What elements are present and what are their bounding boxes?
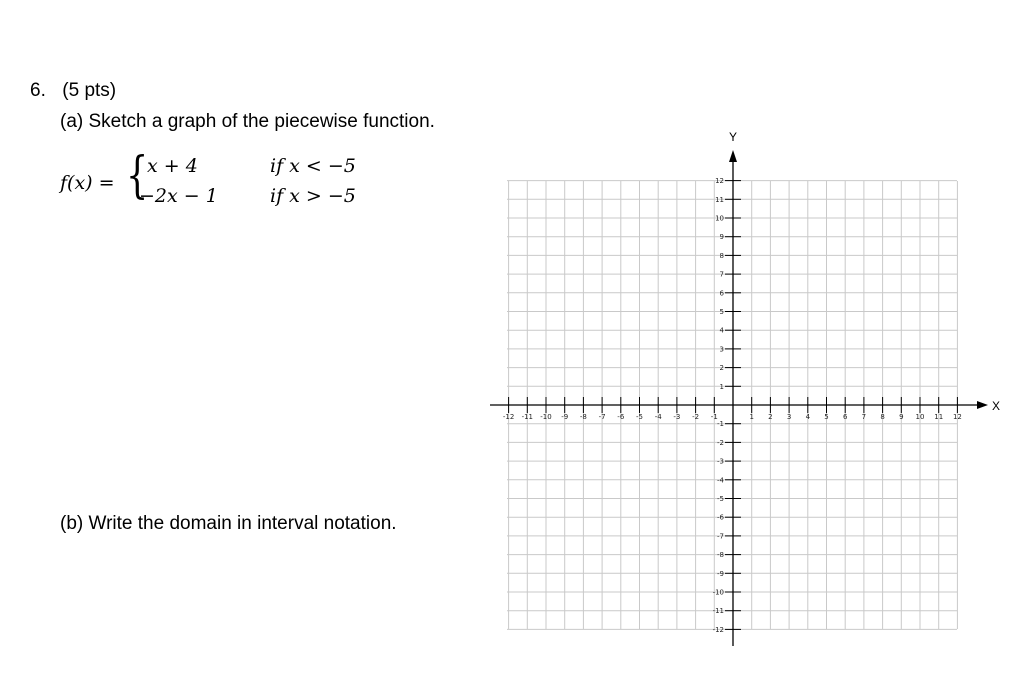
y-tick-label: -11 [712, 607, 724, 616]
function-lhs: f(x) = [60, 172, 115, 194]
part-b-prompt: (b) Write the domain in interval notation. [60, 513, 397, 534]
y-tick-label: -12 [712, 625, 724, 634]
x-tick-label: 9 [899, 413, 904, 421]
y-tick-label: -1 [717, 420, 724, 429]
x-tick-label: -3 [673, 413, 681, 421]
x-tick-label: 6 [842, 413, 848, 421]
y-tick-label: -7 [717, 532, 724, 541]
x-tick-label: 5 [824, 413, 829, 421]
x-tick-label: -10 [540, 413, 552, 421]
x-tick-label: -2 [692, 413, 700, 421]
x-tick-label: -6 [617, 413, 625, 421]
x-tick-label: 3 [786, 413, 792, 421]
x-tick-label: 12 [952, 413, 962, 421]
y-tick-label: -3 [717, 457, 724, 466]
x-tick-label: 10 [915, 413, 925, 421]
case2-expression: −2x − 1 [139, 185, 218, 207]
y-tick-label: 9 [719, 233, 724, 242]
x-tick-label: -5 [636, 413, 643, 421]
y-tick-label: -10 [712, 588, 724, 597]
y-tick-label: -4 [717, 476, 724, 485]
case1-condition: if x < −5 [270, 155, 356, 177]
y-tick-label: 3 [719, 345, 724, 354]
y-tick-label: 2 [719, 364, 724, 373]
x-tick-label: -11 [521, 413, 534, 421]
y-tick-label: 6 [719, 289, 724, 298]
x-axis-label: X [992, 399, 1001, 413]
y-tick-label: 11 [715, 195, 724, 204]
x-axis-arrow-icon [977, 401, 988, 409]
y-tick-label: -8 [717, 551, 724, 560]
x-tick-label: -12 [502, 413, 515, 421]
y-tick-label: 8 [719, 251, 724, 260]
y-tick-label: -6 [717, 513, 724, 522]
x-tick-label: 11 [934, 413, 944, 421]
x-tick-label: -8 [579, 413, 587, 421]
y-tick-label: 1 [719, 382, 724, 391]
y-tick-label: -9 [717, 569, 724, 578]
x-tick-label: 7 [861, 413, 867, 421]
problem-number: 6. [30, 80, 46, 101]
y-axis-arrow-icon [729, 150, 737, 162]
x-tick-label: -7 [598, 413, 606, 421]
x-tick-label: -4 [654, 413, 662, 421]
case2-condition: if x > −5 [270, 185, 356, 207]
x-tick-label: -9 [561, 413, 569, 421]
y-tick-label: 7 [719, 270, 724, 279]
y-tick-label: 10 [715, 214, 724, 223]
x-tick-label: 4 [805, 413, 811, 421]
y-tick-label: 5 [719, 308, 724, 316]
x-tick-label: 8 [880, 413, 885, 421]
x-tick-label: 2 [768, 413, 773, 421]
piecewise-brace: { [126, 146, 149, 204]
y-tick-label: -2 [717, 438, 724, 447]
part-a-prompt: (a) Sketch a graph of the piecewise function. [60, 111, 435, 132]
x-tick-label: 1 [749, 413, 754, 421]
y-tick-label: 4 [719, 326, 724, 335]
y-tick-label: -5 [717, 495, 724, 503]
case1-expression: x + 4 [147, 155, 198, 177]
x-tick-label: -1 [710, 413, 718, 421]
y-axis-label: Y [728, 130, 738, 144]
problem-points: (5 pts) [62, 80, 117, 101]
y-tick-label: 12 [715, 177, 724, 186]
